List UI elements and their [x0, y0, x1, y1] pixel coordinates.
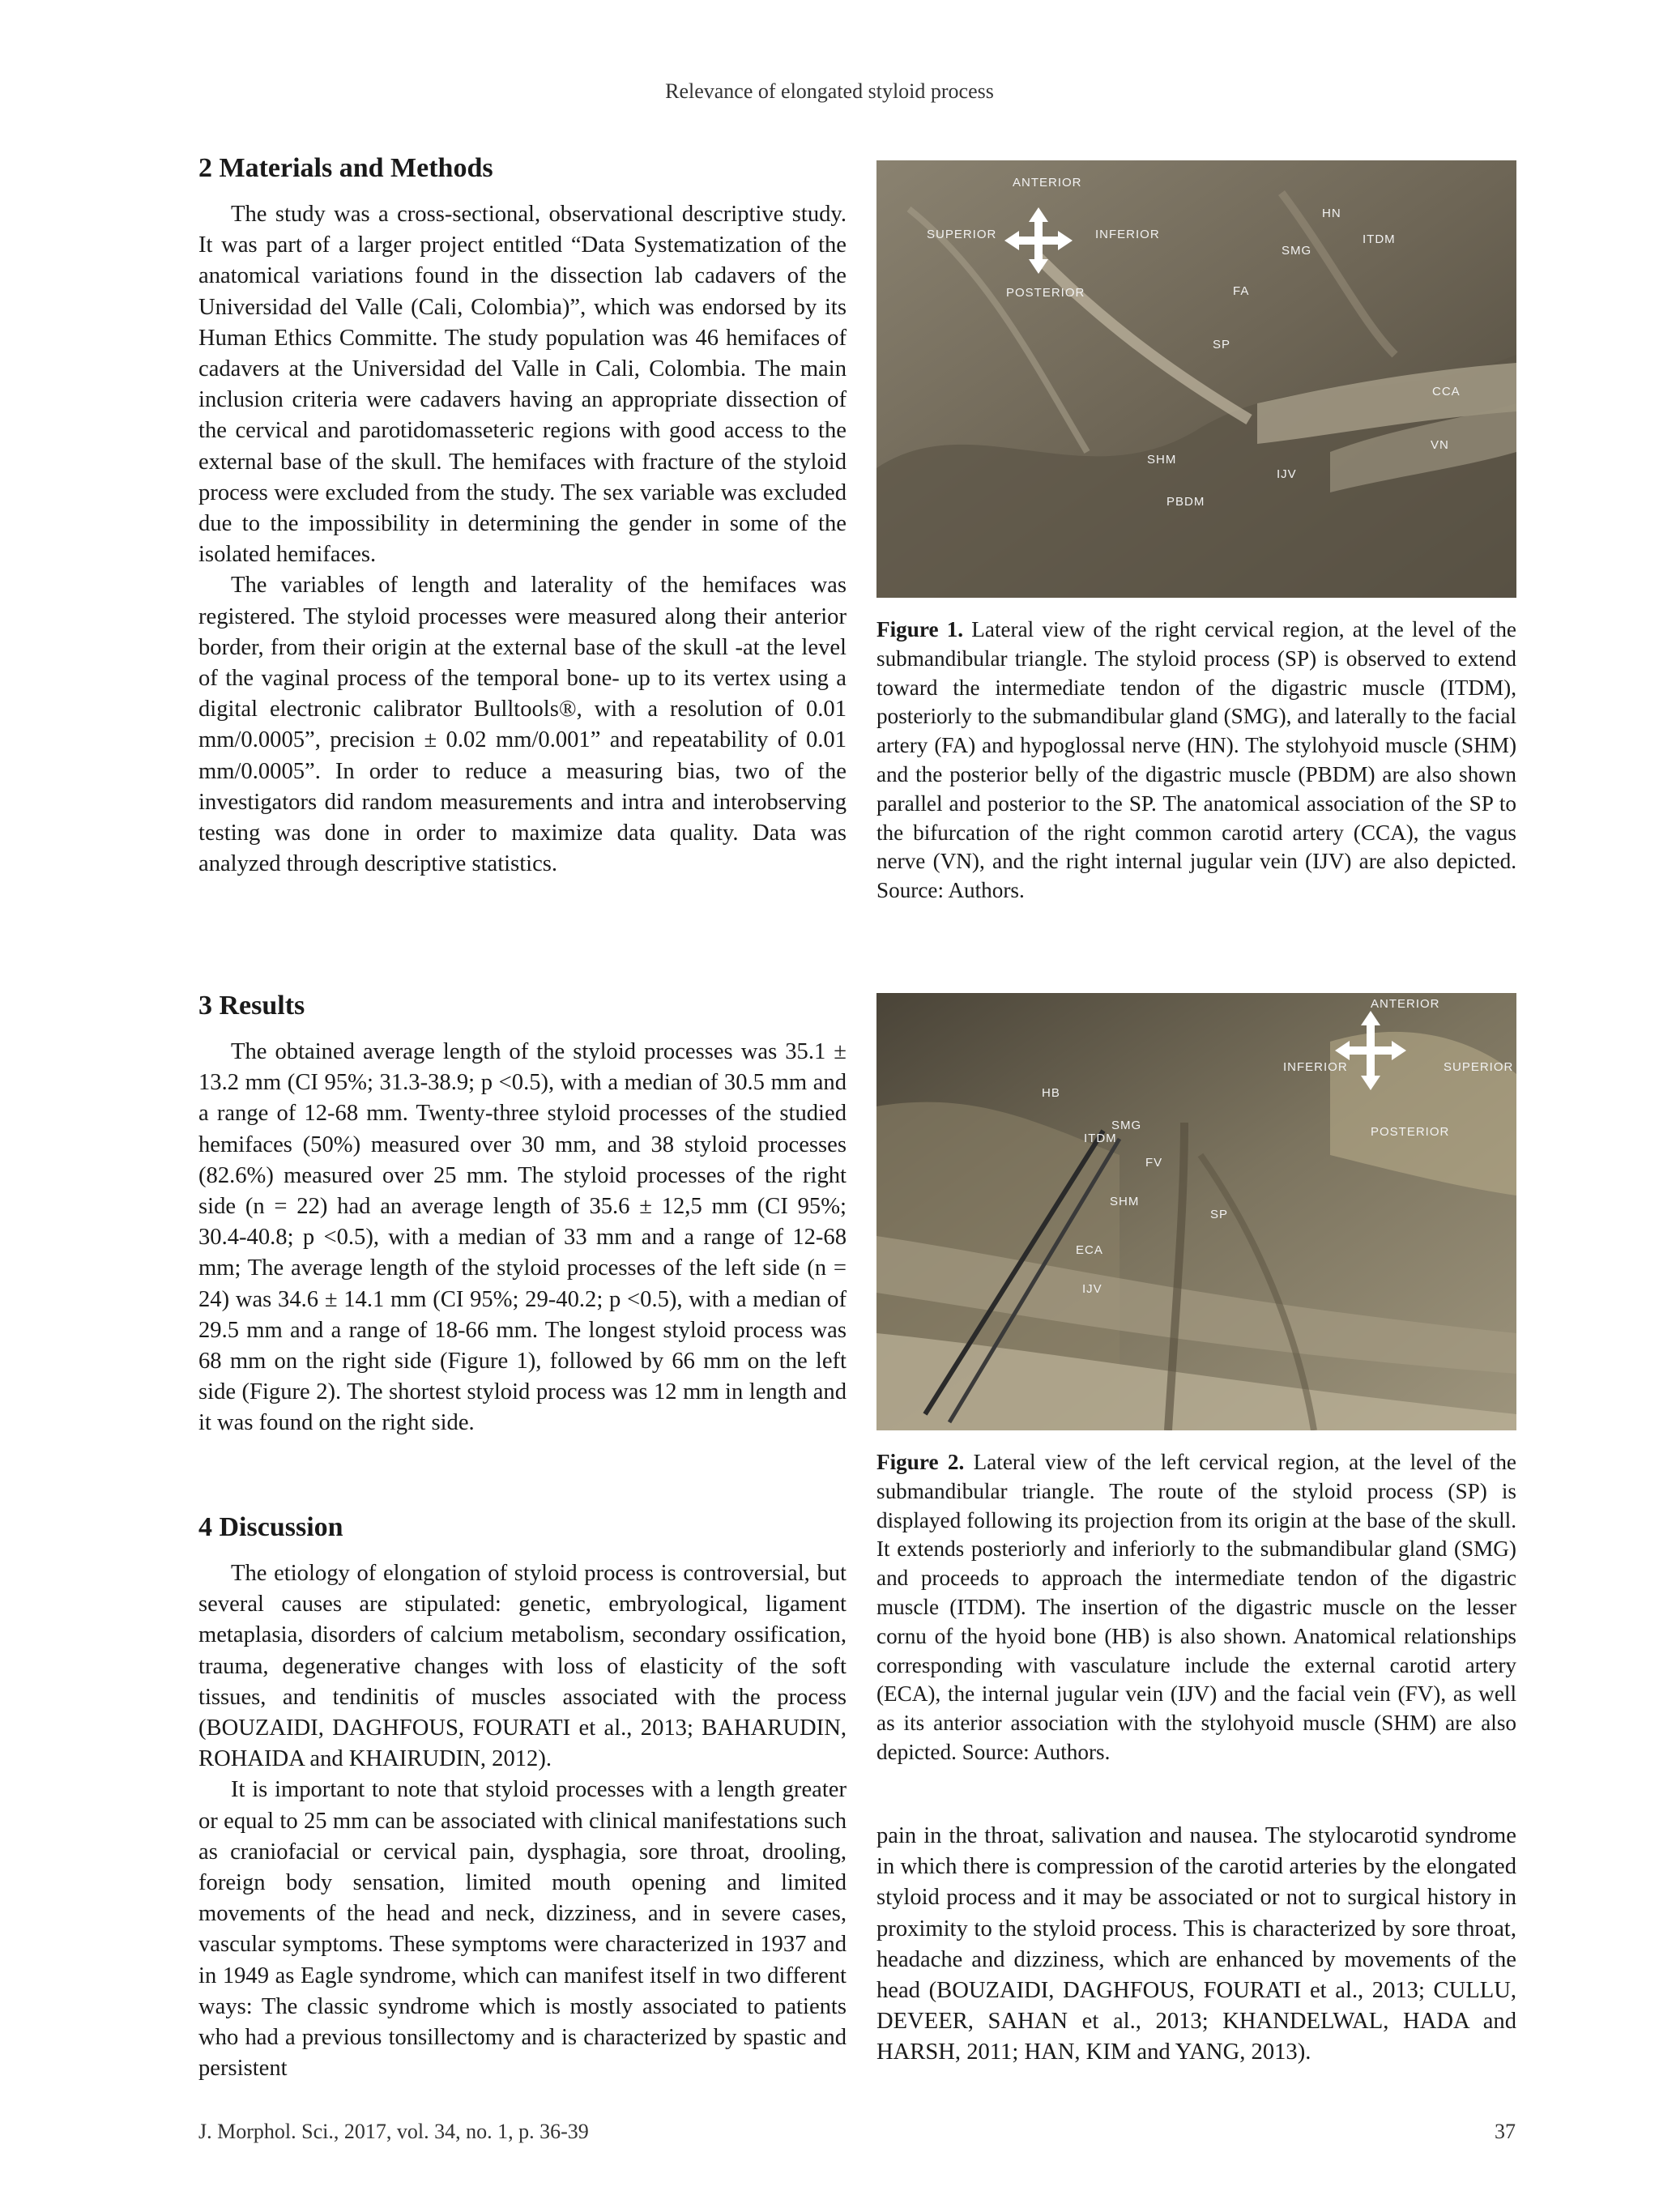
figure-2-label: ITDM [1084, 1132, 1117, 1145]
paragraph: pain in the throat, salivation and nausea. The stylocarotid syndrome in which there is compression of the carotid arteries by the elongated styloid process and it may be associated or not to surgical history in proximity to the styloid process. This is characterized by sore throat, headache and dizziness, which are enhanced by movements of the head (BOUZAIDI, DAGHFOUS, FOURATI et al., 2013; CULLU, DEVEER, SAHAN et al., 2013; KHANDELWAL, HADA and HARSH, 2011; HAN, KIM and YANG, 2013). [876, 1823, 1516, 2065]
section-heading-results: 3 Results [198, 991, 305, 1021]
paragraph: The obtained average length of the styloid processes was 35.1 ± 13.2 mm (CI 95%; 31.3-38.9; p <0.5), with a median of 30.5 mm and a range of 12-68 mm. Twenty-three styloid processes of the studied hemifaces (50%) measured over 30 mm, and 38 styloid processes (82.6%) measured over 25 mm. The styloid processes of the right side (n = 22) had an average length of 35.6 ± 12,5 mm (CI 95%; 30.4-40.8; p <0.5), with a median of 33 mm and a range of 12-68 mm; The average length of the styloid processes of the left side (n = 24) was 34.6 ± 14.1 mm (CI 95%; 29-40.2; p <0.5), with a median of 29.5 mm and a range of 18-66 mm. The longest styloid process was 68 mm on the right side (Figure 1), followed by 66 mm on the left side (Figure 2). The shortest styloid process was 12 mm in length and it was found on the right side. [198, 1039, 847, 1436]
running-head: Relevance of elongated styloid process [665, 79, 994, 103]
figure-1-caption-text: Lateral view of the right cervical region, at the level of the submandibular triangle. The styloid process (SP) is observed to extend toward the intermediate tendon of the digastric muscle (ITDM), posteriorly to the submandibular gland (SMG), and laterally to the facial artery (FA) and hypoglossal nerve (HN). The stylohyoid muscle (SHM) and the posterior belly of the digastric muscle (PBDM) are also shown parallel and posterior to the SP. The anatomical association of the SP to the bifurcation of the right common carotid artery (CCA), the vagus nerve (VN), and the right internal jugular vein (IJV) are also depicted. Source: Authors. [876, 617, 1516, 903]
paragraph: The etiology of elongation of styloid process is controversial, but several causes are stipulated: genetic, embryological, ligament metaplasia, disorders of calcium metabolism, secondary ossification, trauma, degenerative changes with loss of elasticity of the soft tissues, and tendinitis of muscles associated with the process (BOUZAIDI, DAGHFOUS, FOURATI et al., 2013; BAHARUDIN, ROHAIDA and KHAIRUDIN, 2012). [198, 1561, 847, 1772]
figure-1-label: SP [1213, 338, 1231, 352]
section-discussion [198, 1511, 847, 2084]
figure-2-image [876, 993, 1516, 1430]
figure-2-label: HB [1042, 1086, 1060, 1100]
figure-2-label: SHM [1110, 1195, 1140, 1208]
footer-citation: J. Morphol. Sci., 2017, vol. 34, no. 1, p. 36-39 [198, 2120, 589, 2143]
paragraph: The variables of length and laterality of the hemifaces was registered. The styloid processes were measured along their anterior border, from their origin at the external base of the skull -at the level of the vaginal process of the temporal bone- up to its vertex using a digital electronic calibrator Bulltools®, with a resolution of 0.01 mm/0.0005”, precision ± 0.02 mm/0.001” and repeatability of 0.01 mm/0.0005”. In order to reduce a measuring bias, two of the investigators did random measurements and intra and interobserving testing was done in order to maximize data quality. Data was analyzed through descriptive statistics. [198, 573, 847, 877]
figure-2-label: IJV [1082, 1282, 1102, 1296]
paragraph: The study was a cross-sectional, observational descriptive study. It was part of a larger project entitled “Data Systematization of the anatomical variations found in the dissection lab cadavers of the Universidad del Valle (Cali, Colombia)”, which was endorsed by its Human Ethics Committe. The study population was 46 hemifaces of cadavers at the Universidad del Valle in Cali, Colombia. The main inclusion criteria were cadavers having an appropriate dissection of the cervical and parotidomasseteric regions with good access to the external base of the skull. The hemifaces with fracture of the styloid process were excluded from the study. The sex variable was excluded due to the impossibility in determining the gender in some of the isolated hemifaces. [198, 202, 847, 568]
figure-1-label: VN [1431, 438, 1449, 452]
figure-2-caption [876, 1448, 1516, 1767]
figure-1-label: SUPERIOR [927, 228, 997, 241]
figure-1-label: ITDM [1363, 232, 1396, 246]
figure-2-label: SUPERIOR [1444, 1060, 1514, 1074]
section-heading-discussion: 4 Discussion [198, 1512, 343, 1542]
figure-1-label: POSTERIOR [1006, 286, 1085, 300]
figure-2-caption-label: Figure 2. [876, 1450, 965, 1474]
figure-1-label: ANTERIOR [1013, 176, 1082, 190]
figure-1-label: HN [1322, 207, 1341, 220]
figure-2-label: ECA [1076, 1243, 1103, 1257]
figure-2-label: ANTERIOR [1371, 997, 1440, 1011]
figure-2-label: INFERIOR [1283, 1060, 1348, 1074]
section-results [198, 990, 847, 1439]
figure-1-label: IJV [1277, 467, 1297, 481]
figure-1-label: SMG [1282, 244, 1312, 258]
section-materials [198, 152, 847, 880]
figure-1-label: PBDM [1166, 495, 1205, 509]
figure-2-label: FV [1145, 1156, 1163, 1170]
figure-2-label: POSTERIOR [1371, 1125, 1450, 1139]
paragraph: It is important to note that styloid processes with a length greater or equal to 25 mm can be associated with clinical manifestations such as craniofacial or cervical pain, dysphagia, sore throat, drooling, foreign body sensation, limited mouth opening and limited movements of the head and neck, dizziness, and in severe cases, vascular symptoms. These symptoms were characterized in 1937 and in 1949 as Eagle syndrome, which can manifest itself in two different ways: The classic syndrome which is mostly associated to patients who had a previous tonsillectomy and is characterized by spastic and persistent [198, 1777, 847, 2082]
figure-1-label: INFERIOR [1095, 228, 1160, 241]
figure-1-image [876, 160, 1516, 598]
page-number: 37 [1495, 2120, 1516, 2143]
figure-1-label: CCA [1432, 385, 1461, 399]
figure-1-caption-label: Figure 1. [876, 617, 964, 641]
figure-1-caption [876, 616, 1516, 906]
discussion-continuation [876, 1821, 1516, 2069]
figure-1-label: SHM [1147, 453, 1177, 467]
figure-1-label: FA [1233, 284, 1250, 298]
section-heading-materials: 2 Materials and Methods [198, 153, 493, 183]
figure-2-label: SMG [1111, 1119, 1142, 1132]
figure-2-caption-text: Lateral view of the left cervical region, at the level of the submandibular triangle. The route of the styloid process (SP) is displayed following its projection from its origin at the base of the skull. It extends posteriorly and inferiorly to the submandibular gland (SMG) and proceeds to approach the intermediate tendon of the digastric muscle (ITDM). The insertion of the digastric muscle on the lesser cornu of the hyoid bone (HB) is also shown. Anatomical relationships corresponding with vasculature include the external carotid artery (ECA), the internal jugular vein (IJV) and the facial vein (FV), as well as its anterior association with the stylohyoid muscle (SHM) are also depicted. Source: Authors. [876, 1450, 1516, 1764]
figure-2-label: SP [1210, 1208, 1229, 1221]
